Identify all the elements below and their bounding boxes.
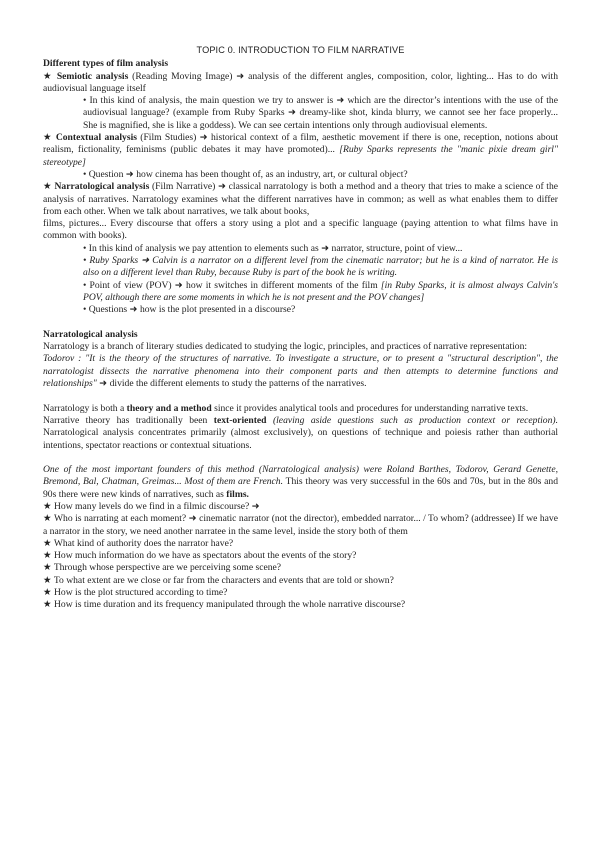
- question-item: ★ How many levels do we find in a filmic discourse? ➜: [43, 500, 260, 512]
- question-item: ★ What kind of authority does the narrator have?: [43, 537, 234, 549]
- semiotic-analysis-item: ★ Semiotic analysis (Reading Moving Image) ➜ analysis of the different angles, composition, color, lighting... Has to do with audiovisual language itself: [43, 70, 558, 94]
- paragraph-todorov-quote: Todorov : "It is the theory of the structures of narrative. To investigate a structure, or to present a "structural description", the narratologist dissects the narrative phenomena into their component parts and then attempts to determine functions and relationships" ➜ divide the different elements to study the patterns of the narratives.: [43, 353, 558, 390]
- term-contextual: Contextual analysis: [55, 132, 137, 144]
- narratological-subpoint-3: • Point of view (POV) ➜ how it switches in different moments of the film [in Ruby Sparks, it is almost always Calvin's POV, although there are some moments in which he is not present and the POV changes]: [83, 279, 558, 303]
- narratological-subpoint-4: • Questions ➜ how is the plot presented in a discourse?: [83, 304, 296, 316]
- narratological-subpoint-2: • Ruby Sparks ➜ Calvin is a narrator on a different level from the cinematic narrator; but he is a kind of narrator. He is also on a different level than Ruby, because Ruby is part of the book he is writing.: [83, 255, 558, 279]
- narratological-analysis-item: ★ Narratological analysis (Film Narrative) ➜ classical narratology is both a method and a theory that tries to make a science of the analysis of narratives. Narratology examines what the different narratives have in common; as well as what enables them to differ from each other. When we talk about narratives, we talk about books,: [43, 181, 558, 217]
- paragraph-founders: One of the most important founders of this method (Narratological analysis) were Roland Barthes, Todorov, Gerard Genette, Bremond, Bal, Chatman, Greimas... Most of them are French. This theory was very successful in the 60s and 70s, but in the 80s and 90s there were new kinds of narratives, such as films.: [43, 464, 559, 500]
- question-item: ★ How is time duration and its frequency manipulated through the whole narrative discourse?: [43, 599, 406, 611]
- paragraph-definition: Narratology is a branch of literary studies dedicated to studying the logic, principles, and practices of narrative representation:: [43, 341, 528, 353]
- question-item: ★ Through whose perspective are we perceiving some scene?: [43, 562, 282, 574]
- question-item: ★ Who is narrating at each moment? ➜ cinematic narrator (not the director), embedded narrator... / To whom? (addressee) If we have a narrator in the story, we need another narratee in the same level, inside the story both of them: [43, 513, 558, 537]
- semiotic-subpoint: • In this kind of analysis, the main question we try to answer is ➜ which are the director’s intentions with the use of the audiovisual language? (example from Ruby Sparks ➜ dreamy-like shot, kinda blurry, we cannot see her face properly... She is magnified, she is like a goddess). We can see certain intentions only through audiovisual elements.: [83, 95, 558, 131]
- paragraph-text-oriented: Narrative theory has traditionally been text-oriented (leaving aside questions such as production context or reception). Narratological analysis concentrates primarily (almost exclusively), on questions of technique and poiesis rather than authorial intentions, spectator reactions or contextual situations.: [43, 414, 558, 451]
- star-icon: ★: [43, 181, 55, 193]
- section-heading-narratological: Narratological analysis: [43, 328, 138, 340]
- narratological-continuation: films, pictures... Every discourse that offers a story using a plot and a specific language (paying attention to what films have in common with books).: [43, 218, 558, 242]
- star-icon: ★: [43, 132, 56, 144]
- page-title: TOPIC 0. INTRODUCTION TO FILM NARRATIVE: [196, 45, 405, 55]
- question-item: ★ To what extent are we close or far from the characters and events that are told or shown?: [43, 574, 394, 586]
- question-item: ★ How much information do we have as spectators about the events of the story?: [43, 550, 357, 562]
- term-narratological: Narratological analysis: [54, 181, 150, 193]
- spacer: [43, 452, 558, 464]
- question-item: ★ How is the plot structured according to time?: [43, 587, 228, 599]
- document-page: [43, 44, 558, 612]
- star-icon: ★: [43, 70, 57, 82]
- contextual-subpoint: • Question ➜ how cinema has been thought of, as an industry, art, or cultural object?: [83, 168, 408, 180]
- contextual-analysis-item: ★ Contextual analysis (Film Studies) ➜ historical context of a film, aesthetic movement if there is one, reception, notions about realism, fictionality, feminisms (public debates it may have promoted)... [Ruby Sparks represents the "manic pixie dream girl" stereotype]: [43, 132, 558, 168]
- paragraph-theory-method: Narratology is both a theory and a method since it provides analytical tools and procedures for understanding narrative texts.: [43, 402, 529, 414]
- section-heading-film-analysis: Different types of film analysis: [43, 58, 169, 70]
- narratological-subpoint-1: • In this kind of analysis we pay attention to elements such as ➜ narrator, structure, point of view...: [83, 242, 463, 254]
- term-semiotic: Semiotic analysis: [56, 70, 129, 82]
- spacer: [43, 317, 558, 329]
- spacer: [43, 390, 558, 402]
